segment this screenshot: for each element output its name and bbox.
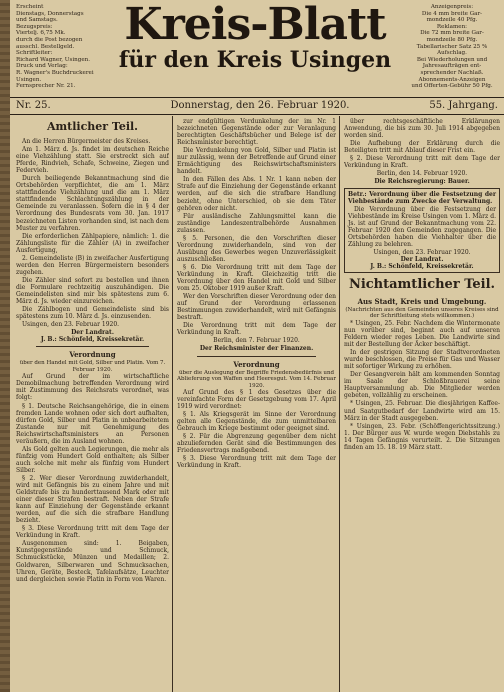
paragraph: über rechtsgeschäftliche Erklärungen Anwendung, die bis zum 30. Juli 1914 abgegeben worden sind. <box>344 118 500 140</box>
paragraph: Durch beiliegende Bekanntmachung sind die Ortsbehörden verpflichtet, die am 1. März stattfindende Viehzählung und die am 1. März stattfindende Schlachtungszählung in der Gemeinde zu veranlassen. Sofern die in § 4 der Verordnung des Bundesrats vom 30. Jan. 1917 bezeichneten Listen vorhanden sind, ist nach dem Muster zu verfahren. <box>16 175 169 232</box>
masthead-info-line: sprechender Nachlaß. <box>420 69 484 76</box>
paragraph: Die erforderlichen Zählpapiere, nämlich: 1. die Zählungsliste für die Zähler (A) in zweifacher Ausfertigung, <box>16 232 169 254</box>
paragraph: § 1. Deutsche Reichsangehörige, die in einem fremden Lande wohnen oder sich dort aufhalten, dürfen Gold, Silber und Platin in unbearbeitetem Zustande nur mit Genehmigung des Reichswirtschaftsministers an Personen veräußern, die im Ausland wohnen. <box>16 402 169 445</box>
ordinance-heading: Verordnung <box>69 350 116 360</box>
masthead-info-line: Tabellarischer Satz 25 % <box>416 43 488 50</box>
news-paragraph: * Usingen, 25. Februar. Die diesjährigen Kaffee- und Saatgutbedarf der Landwirte wird am 15. März in der Stadt ausgegeben. <box>344 400 500 422</box>
masthead-info-line: Aufschlag. <box>437 50 467 57</box>
ordinance-subtitle: über den Handel mit Gold, Silber und Platin. Vom 7. Februar 1920. <box>19 360 166 373</box>
ordinance-text <box>16 373 169 582</box>
notice-heading: Betr.: Verordnung über die Festsetzung der Viehbestände zum Zwecke der Verwaltung. <box>348 191 496 206</box>
masthead-info-line: Viertelj. 6,75 Mk. <box>16 30 66 37</box>
masthead-info-line: mondzeile 80 Pfg. <box>426 36 478 43</box>
masthead-info-line: Richard Wagner, Usingen. <box>16 56 91 63</box>
masthead-info-line: Anzeigenpreis: <box>430 4 474 10</box>
newspaper-page <box>10 0 504 692</box>
paragraph: § 1. Als Kriegsgerät im Sinne der Verordnung gelten alle Gegenstände, die zum unmittelbaren Gebrauch im Kriege bestimmt oder geeignet sind. <box>177 411 336 433</box>
paragraph: In den Fällen des Abs. 1 Nr. 1 kann neben der Strafe auf die Einziehung der Gegenstände erkannt werden, auf die sich die strafbare Handlung bezieht, ohne Unterschied, ob sie dem Täter gehören oder nicht. <box>177 176 336 212</box>
paragraph: § 2. Für die Abgrenzung gegenüber dem nicht abzuliefernden Gerät sind die Bestimmungen des Friedensvertrags maßgebend. <box>177 433 336 455</box>
paragraph: Als Gold gelten auch Legierungen, die mehr als fünfzig vom Hundert Gold enthalten; als Silber auch solche mit mehr als fünfzig vom Hundert Silber. <box>16 445 169 474</box>
column-3 <box>344 118 500 692</box>
masthead-info-line: Usingen. <box>16 76 42 83</box>
page-binding-edge <box>0 0 10 692</box>
paragraph: § 2. Wer dieser Verordnung zuwiderhandelt, wird mit Gefängnis bis zu einem Jahre und mit Geldstrafe bis zu hunderttausend Mark oder mit einer dieser Strafen bestraft. Neben der Strafe kann auf Einziehung der Gegenstände erkannt werden, auf die sich die strafbare Handlung bezieht. <box>16 474 169 525</box>
masthead-info-line: Dienstags, Donnerstags <box>16 10 84 17</box>
signature: Der Reichsminister der Finanzen. <box>199 345 314 353</box>
masthead-info-line: durch die Post bezogen <box>16 36 83 43</box>
column-1 <box>16 118 169 692</box>
newspaper-title: Kreis-Blatt <box>124 0 386 50</box>
paragraph: Am 1. März d. Js. findet im deutschen Reiche eine Viehzählung statt. Sie erstreckt sich auf Pferde, Rindvieh, Schafe, Schweine, Ziegen und Federvieh. <box>16 146 169 175</box>
paragraph: Die Verordnung tritt mit dem Tage der Verkündung in Kraft. <box>177 322 336 337</box>
boxed-notice <box>344 188 500 273</box>
header-rule <box>10 97 504 98</box>
place-date: Berlin, den 7. Februar 1920. <box>213 337 300 345</box>
issue-bar <box>10 99 504 113</box>
column-2 <box>177 118 336 692</box>
paragraph: Für ausländische Zahlungsmittel kann die zuständige Landeszentralbehörde Ausnahmen zulassen. <box>177 212 336 234</box>
signature: J. B.: Schönfeld, Kreissekretär. <box>40 336 145 344</box>
news-paragraph: Der Gesangverein hält am kommenden Sonntag im Saale der Schloßbrauerei seine Hauptversammlung ab. Die Mitglieder werden gebeten, vollzählig zu erscheinen. <box>344 371 500 400</box>
masthead-info-line: und Offerten-Gebühr 50 Pfg. <box>411 83 493 90</box>
signature: Der Landrat. <box>400 255 444 263</box>
masthead-info-line: Reklamen: <box>436 23 468 30</box>
editorial-note: (Nachrichten aus den Gemeinden unseres Kreises sind der Schriftleitung stets willkommen.) <box>345 306 499 320</box>
signature: Der Landrat. <box>71 329 114 337</box>
news-paragraph: * Usingen, 25. Febr. Nachdem die Wintermonate nun vorüber sind, beginnt auch auf unseren Feldern wieder reges Leben. Die Landwirte sind mit der Bestellung der Äcker beschäftigt. <box>344 319 500 349</box>
ordinance-text <box>177 389 336 470</box>
signature: Die Reichsregierung: Bauer. <box>374 178 470 186</box>
masthead-info-line: Die 72 mm breite Gar- <box>420 30 484 37</box>
news-paragraph: * Usingen, 23. Febr. (Schöffengerichtssitzung.) 1. Der Bürger aus W. wurde wegen Diebstahls zu 14 Tagen Gefängnis verurteilt. 2. Die Sitzungen finden am 15. 18. 19 März statt. <box>344 422 500 451</box>
masthead-info-line: Schriftleiter: <box>16 50 53 57</box>
subscription-info <box>16 4 102 90</box>
column-divider <box>172 116 173 692</box>
masthead-info-line: Die 4 mm breite Gar- <box>421 10 483 17</box>
paragraph: § 5. Personen, die den Vorschriften dieser Verordnung zuwiderhandeln, sind von der Ausübung des Gewerbes wegen Unzuverlässigkeit auszuschließen. <box>177 234 336 263</box>
column-divider <box>339 116 340 692</box>
official-section-heading: Amtlicher Teil. <box>46 120 139 133</box>
paragraph: Die Zählbogen und Gemeindeliste sind bis spätestens zum 10. März d. Js. einzusenden. <box>16 306 169 321</box>
masthead-info-line: Erscheint <box>16 4 44 10</box>
paragraph: Wer den Vorschriften dieser Verordnung oder den auf Grund der Verordnung erlassenen Bestimmungen zuwiderhandelt, wird mit Gefängnis bestraft. <box>177 293 336 322</box>
masthead-info-line: ausschl. Bestellgeld. <box>16 43 75 50</box>
local-news-heading: Aus Stadt, Kreis und Umgebung. <box>357 296 487 306</box>
masthead-info-line: Druck und Verlag: <box>16 63 68 70</box>
paragraph: Die Zähler sind sofort zu bestellen und ihnen die Formulare rechtzeitig auszuhändigen. Die Gemeindelisten sind mir bis spätestens zum 6. März d. Js. wieder einzureichen. <box>16 276 169 306</box>
paragraph: Ausgenommen sind: 1. Beigaben, Kunstgegenstände und Schmuck, Schmuckstücke, Münzen und Medaillen; 2. Goldwaren, Silberwaren und Schmucksachen, Uhren, Geräte, Besteck, Tafelaufsätze, Leuchter und dergleichen sowie Platin in Form von Waren. <box>16 540 169 583</box>
masthead-info-line: mondzeile 40 Pfg. <box>426 17 478 24</box>
advertising-rates <box>402 4 502 90</box>
masthead-info-line: Bei Wiederholungen und <box>416 56 488 63</box>
paragraph: An die Herren Bürgermeister des Kreises. <box>22 138 151 145</box>
local-news-text <box>344 320 500 451</box>
masthead-info-line: Fernsprecher Nr. 21. <box>16 83 76 90</box>
masthead-info-line: Jahresaufträgen ent- <box>422 63 482 70</box>
place-date: Usingen, den 23. Februar 1920. <box>373 248 471 256</box>
divider <box>36 346 149 347</box>
ordinance-heading: Verordnung <box>233 359 280 369</box>
announcement-text <box>16 138 169 328</box>
issue-date: Donnerstag, den 26. Februar 1920. <box>170 100 350 111</box>
signature: J. B.: Schönfeld, Kreissekretär. <box>370 262 474 270</box>
issue-volume: 55. Jahrgang. <box>429 100 498 111</box>
paragraph: § 3. Diese Verordnung tritt mit dem Tage der Verkündung in Kraft. <box>16 525 169 540</box>
masthead <box>10 0 504 98</box>
non-official-section-heading: Nichtamtlicher Teil. <box>348 276 496 292</box>
masthead-info-line: R. Wagner's Buchdruckerei <box>16 69 94 76</box>
masthead-info-line: Abonnements-Anzeigen <box>418 76 486 83</box>
paragraph: zur endgültigen Verdunkelung der im Nr. 1 bezeichneten Gegenstände oder zur Veranlagung berechtigten Geschäftsbücher und Belege ist der Reichsminister berechtigt. <box>177 118 336 147</box>
paragraph: 2. Gemeindeliste (B) in zweifacher Ausfertigung werden den Herren Bürgermeistern besonders zugehen. <box>16 254 169 276</box>
paragraph: Usingen, den 23. Februar 1920. <box>22 321 120 329</box>
paragraph: Die Verdunkelung von Gold, Silber und Platin ist nur zulässig, wenn der Betreffende auf Grund einer Ermächtigung des Reichswirtschaftsministers handelt. <box>177 147 336 176</box>
paragraph: § 6. Die Verordnung tritt mit dem Tage der Verkündung in Kraft. Gleichzeitig tritt die Verordnung über den Handel mit Gold und Silber vom 25. Oktober 1919 außer Kraft. <box>177 263 336 293</box>
notice-text: Die Verordnung über die Festsetzung der Viehbestände im Kreise Usingen vom 1. März d. Js. ist auf Grund der Bekanntmachung vom 22. Februar 1920 den Gemeinden zugegangen. Die Ortsbehörden haben die Viehhalter über die Zählung zu belehren. <box>348 205 496 248</box>
masthead-info-line: Bezugspreis: <box>16 23 53 30</box>
ordinance-text <box>344 118 500 169</box>
issue-rule <box>10 114 504 115</box>
ordinance-subtitle: über die Auslegung der Begriffe Friedensbedürfnis und Ablieferung von Waffen und Heeresgut. Vom 14. Februar 1920. <box>177 369 336 389</box>
paragraph: Auf Grund des § 1 des Gesetzes über die vereinfachte Form der Gesetzgebung vom 17. April 1919 wird verordnet: <box>177 389 336 411</box>
paragraph: Auf Grund der im wirtschaftliche Demobilmachung betreffenden Verordnung wird mit Zustimmung des Reichsrats verordnet, was folgt: <box>16 373 169 402</box>
paragraph: Die Aufhebung der Erklärung durch die Beteiligten tritt mit Ablauf dieser Frist ein. <box>344 140 500 155</box>
place-date: Berlin, den 14. Februar 1920. <box>376 170 468 178</box>
paragraph: § 3. Diese Verordnung tritt mit dem Tage der Verkündung in Kraft. <box>177 455 336 470</box>
issue-number: Nr. 25. <box>16 100 51 111</box>
divider <box>197 356 316 357</box>
masthead-info-line: und Samstags. <box>16 17 58 24</box>
ordinance-text <box>177 118 336 336</box>
news-paragraph: In der gestrigen Sitzung der Stadtverordneten wurde beschlossen, die Preise für Gas und Wasser mit sofortiger Wirkung zu erhöhen. <box>344 349 500 371</box>
newspaper-subtitle: für den Kreis Usingen <box>118 47 392 73</box>
paragraph: § 2. Diese Verordnung tritt mit dem Tage der Verkündung in Kraft. <box>344 155 500 170</box>
